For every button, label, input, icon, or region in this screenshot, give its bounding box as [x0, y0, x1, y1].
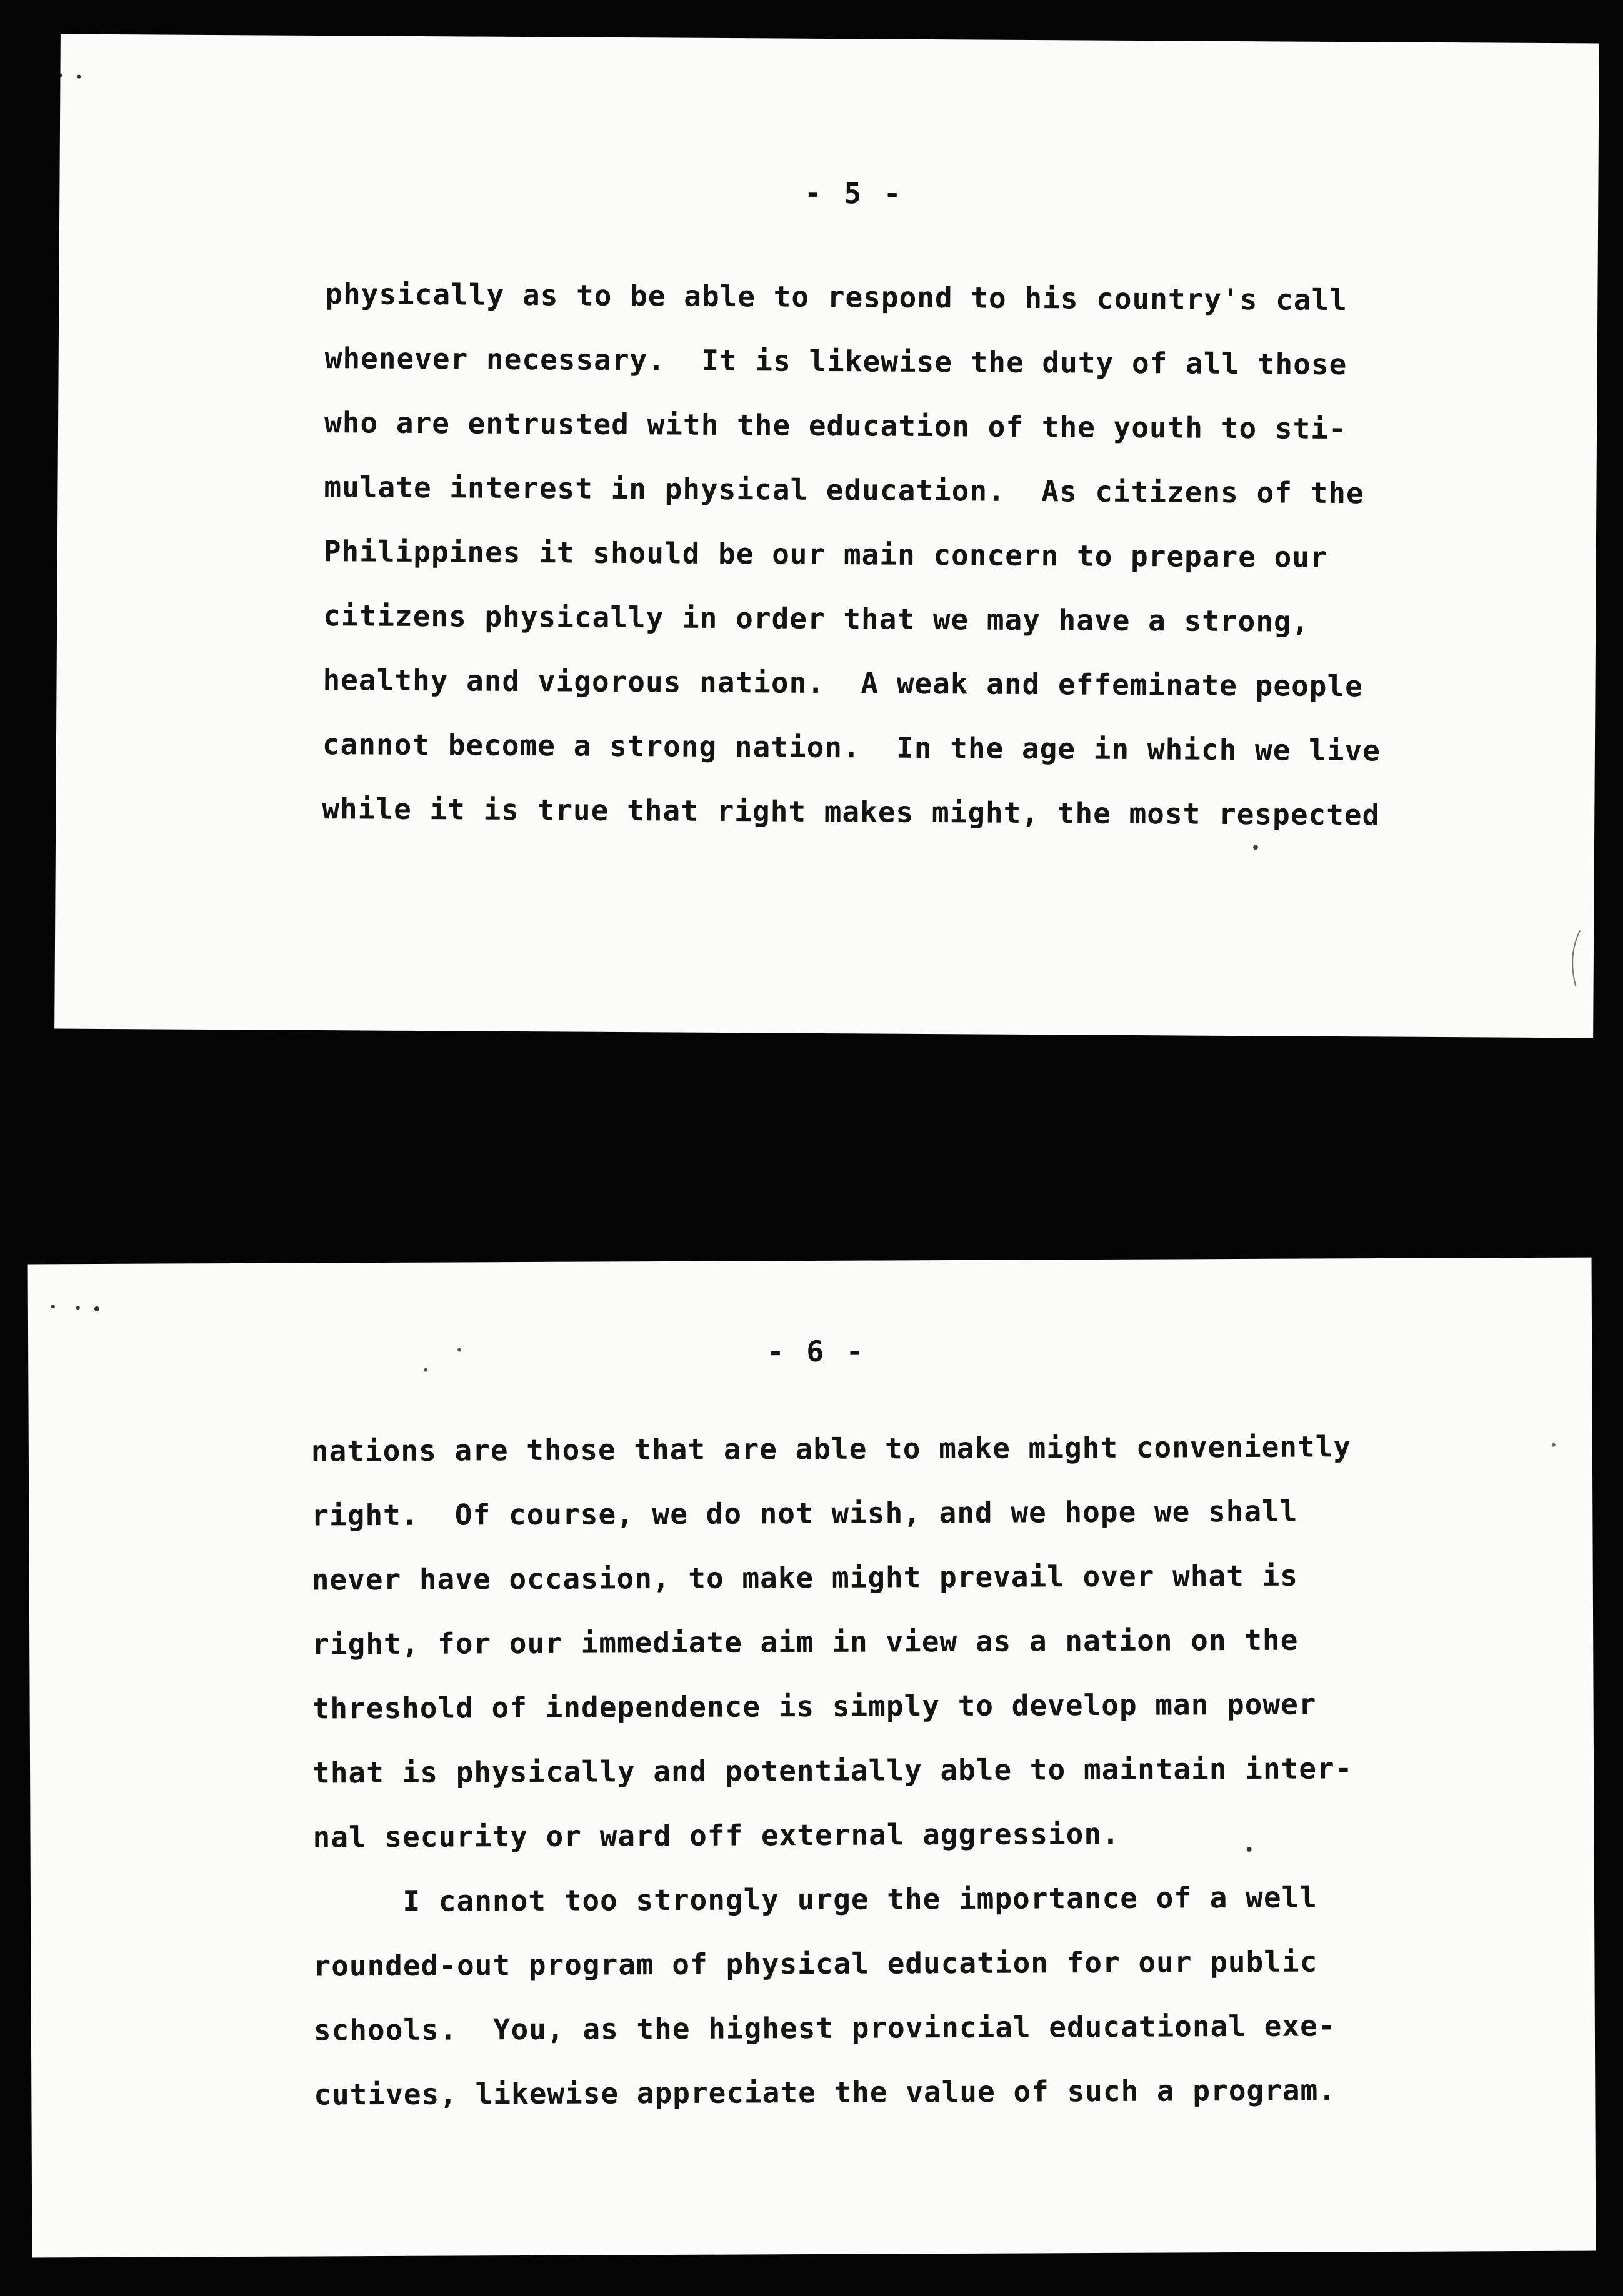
text-line: right. Of course, we do not wish, and we hope we shall: [311, 1494, 1298, 1533]
text-line: rounded-out program of physical education for our public: [313, 1944, 1318, 1983]
text-line: healthy and vigorous nation. A weak and effeminate people: [322, 663, 1363, 703]
text-line: threshold of independence is simply to develop man power: [312, 1687, 1317, 1726]
text-line: never have occasion, to make might prevail over what is: [311, 1558, 1299, 1597]
page-body-text: [311, 1414, 1354, 2127]
text-line: nations are those that are able to make might conveniently: [311, 1429, 1352, 1468]
page-number: - 5 -: [804, 176, 904, 211]
text-line: physically as to be able to respond to his country's call: [325, 277, 1348, 317]
text-line: nal security or ward off external aggression.: [312, 1816, 1120, 1854]
page-body-text: [322, 262, 1384, 847]
page-5: [54, 34, 1599, 1038]
text-line: who are entrusted with the education of the youth to sti-: [324, 405, 1347, 446]
page-6: [28, 1258, 1596, 2258]
text-line: schools. You, as the highest provincial educational exe-: [313, 2009, 1336, 2047]
text-line: whenever necessary. It is likewise the duty of all those: [324, 341, 1347, 382]
text-line: cutives, likewise appreciate the value of such a program.: [314, 2073, 1337, 2112]
text-line: that is physically and potentially able to maintain inter-: [312, 1751, 1353, 1790]
text-line: mulate interest in physical education. As citizens of the: [324, 470, 1364, 510]
text-line: right, for our immediate aim in view as a nation on the: [312, 1623, 1299, 1661]
text-line: cannot become a strong nation. In the age in which we live: [322, 727, 1381, 768]
text-line: I cannot too strongly urge the importance of a well: [312, 1880, 1317, 1919]
text-line: while it is true that right makes might, the most respected: [322, 792, 1381, 832]
text-line: citizens physically in order that we may have a strong,: [323, 599, 1310, 639]
text-line: Philippines it should be our main concern to prepare our: [323, 534, 1328, 574]
page-number: - 6 -: [766, 1334, 866, 1369]
